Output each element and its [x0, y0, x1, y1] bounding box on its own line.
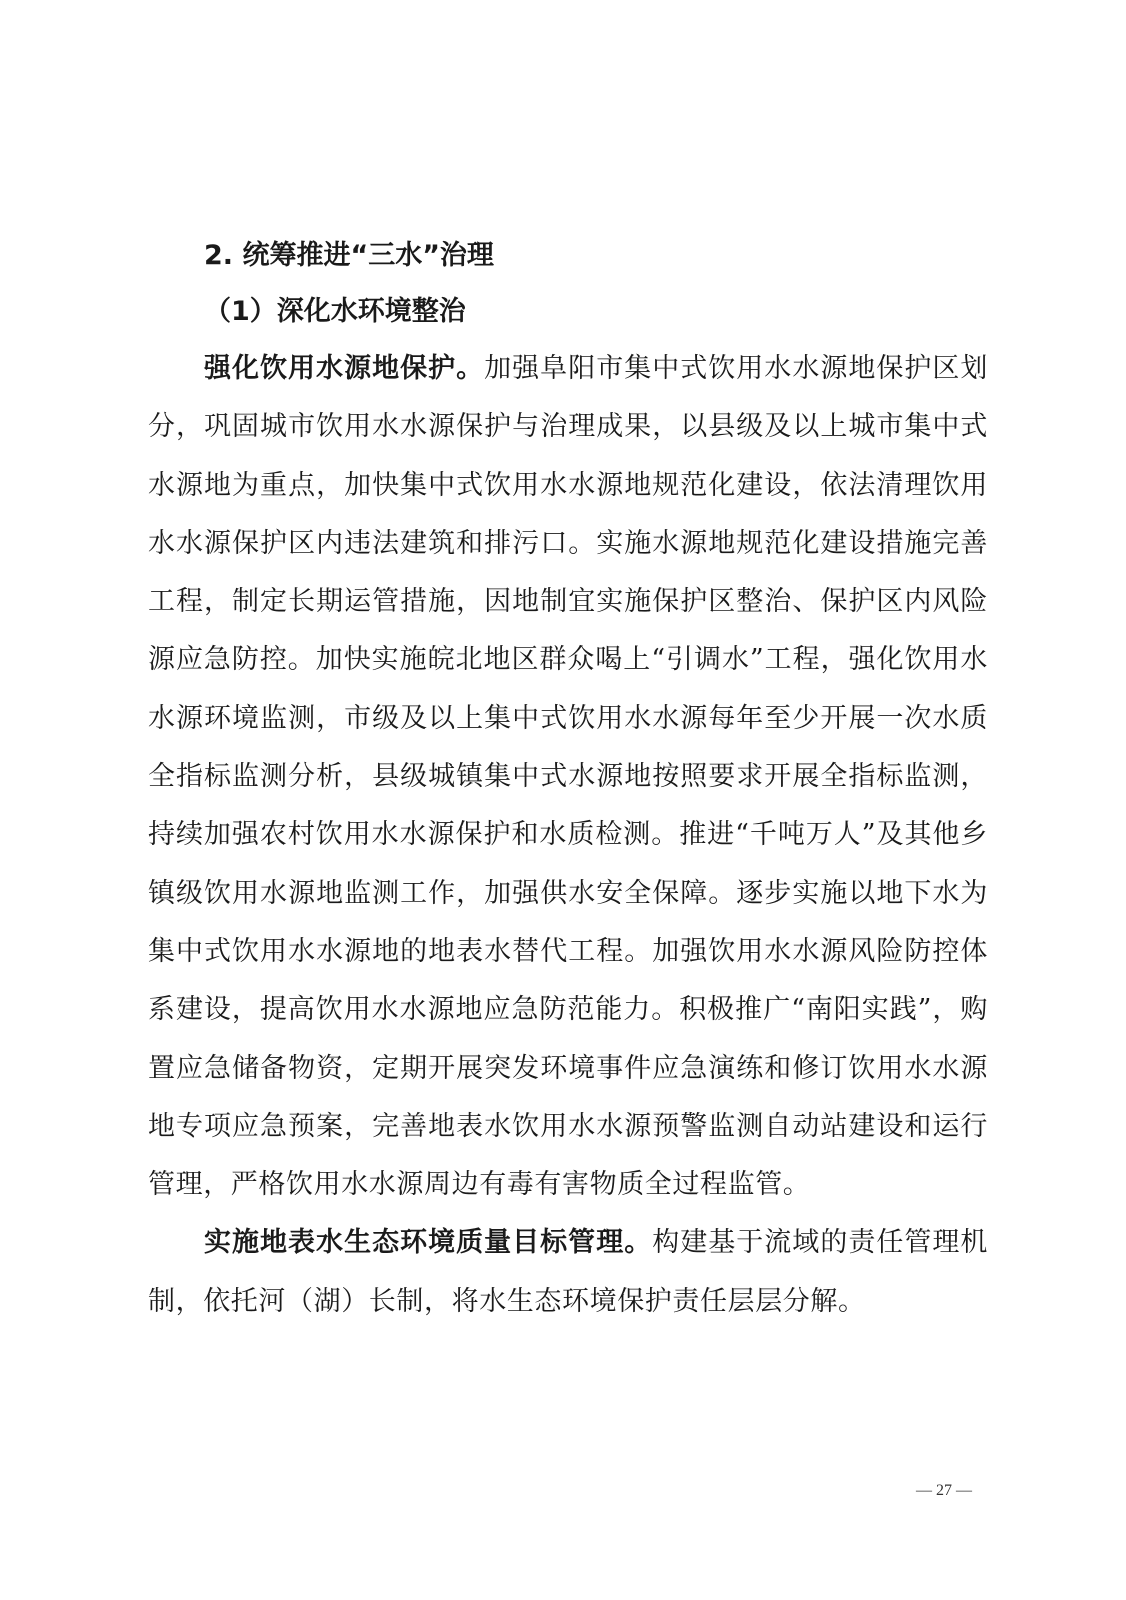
paragraph-lead: 强化饮用水源地保护。	[204, 353, 485, 384]
paragraph-text: 构建基于流域的责任管理机制，依托河（湖）长制，将水生态环境保护责任层层分解。	[148, 1227, 988, 1317]
section-heading: 2. 统筹推进“三水”治理	[204, 240, 494, 271]
paragraph-lead: 实施地表水生态环境质量目标管理。	[204, 1227, 653, 1259]
paragraph-text: 加强阜阳市集中式饮用水水源地保护区划分，巩固城市饮用水水源保护与治理成果，以县级及以上城市集中式水源地为重点，加快集中式饮用水水源地规范化建设，依法清理饮用水水源保护区内违法建筑和排污口。实施水源地规范化建设措施完善工程，制定长期运管措施，因地制宜实施保护区整治、保护区内风险源应急防控。加快实施皖北地区群众喝上“引调水”工程，强化饮用水水源环境监测，市级及以上集中式饮用水水源每年至少开展一次水质全指标监测分析，县级城镇集中式水源地按照要求开展全指标监测，持续加强农村饮用水水源保护和水质检测。推进“千吨万人”及其他乡镇级饮用水源地监测工作，加强供水安全保障。逐步实施以地下水为集中式饮用水水源地的地表水替代工程。加强饮用水水源风险防控体系建设，提高饮用水水源地应急防范能力。积极推广“南阳实践”，购置应急储备物资，定期开展突发环境事件应急演练和修订饮用水水源地专项应急预案，完善地表水饮用水水源预警监测自动站建设和运行管理，严格饮用水水源周边有毒有害物质全过程监管。	[148, 353, 988, 1201]
subsection-heading: （1）深化水环境整治	[204, 296, 466, 327]
page-number: — 27 —	[916, 1482, 972, 1499]
document-body	[148, 228, 988, 1331]
paragraph-water-source-protection	[148, 340, 988, 1214]
paragraph-surface-water-management	[148, 1214, 988, 1331]
